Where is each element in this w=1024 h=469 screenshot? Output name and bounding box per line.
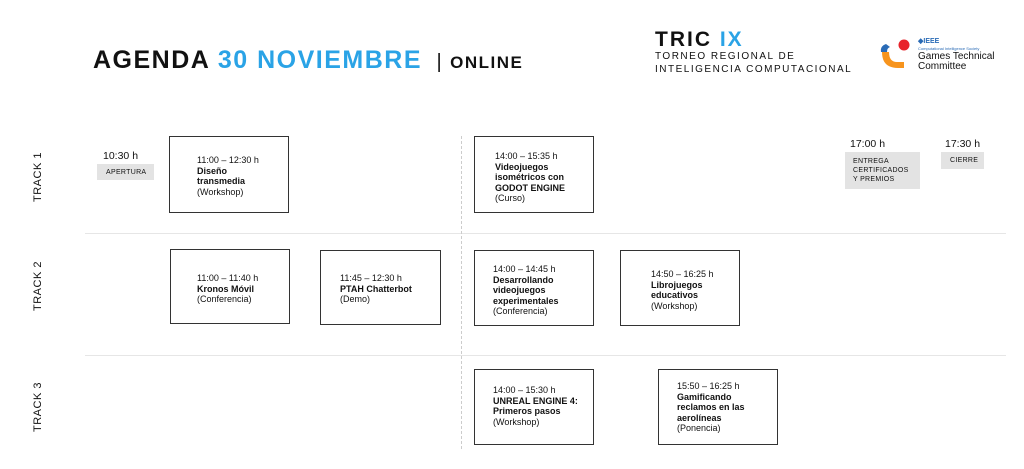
tric-subtitle-2: INTELIGENCIA COMPUTACIONAL [655,64,853,75]
session-time: 14:50 – 16:25 h [651,269,714,279]
session-card[interactable] [320,250,441,325]
session-title: Librojuegos [651,279,703,290]
session-time: 11:00 – 11:40 h [197,273,259,283]
ieee-wordmark: ◆IEEE [918,38,940,45]
tric-subtitle-1: TORNEO REGIONAL DE [655,51,796,62]
session-title: videojuegos [493,285,546,295]
tric-logo [655,30,852,76]
title-mode: ONLINE [450,53,524,72]
session-kind: (Workshop) [493,416,540,427]
session-time: 15:50 – 16:25 h [677,381,740,391]
title-main: AGENDA [93,46,210,74]
session-card[interactable] [169,136,289,213]
track-divider [85,355,1006,356]
session-kind: (Ponencia) [677,423,721,433]
session-card[interactable] [474,250,594,326]
session-title: aerolíneas [677,412,722,423]
session-title: Primeros pasos [493,406,561,416]
track-label-1: TRACK 1 [32,152,44,202]
session-card[interactable] [658,369,778,445]
session-title: Desarrollando [493,274,554,285]
tric-name: TRIC [655,28,712,51]
session-title: transmedia [197,176,246,186]
session-title: experimentales [493,295,559,306]
session-time: 11:45 – 12:30 h [340,273,402,283]
session-card[interactable] [170,249,290,324]
committee-line-1: Games Technical [918,51,995,62]
session-time: 14:00 – 14:45 h [493,264,556,274]
track-label-3: TRACK 3 [32,382,44,432]
cierre-time: 17:30 h [945,138,981,150]
entrega-time: 17:00 h [850,138,886,150]
session-title: Gamificando [677,391,732,402]
apertura-tag: APERTURA [97,164,154,180]
cis-emblem-icon [878,38,914,74]
midday-divider [461,136,462,449]
title-separator: | [436,51,442,73]
title-date: 30 NOVIEMBRE [217,46,423,74]
committee-line-2: Committee [918,61,967,72]
page-title [93,46,523,75]
cierre-tag: CIERRE [941,152,984,169]
session-title: reclamos en las [677,402,745,412]
session-title: GODOT ENGINE [495,182,566,193]
session-kind: (Conferencia) [197,294,252,304]
tric-numeral: IX [719,28,744,51]
session-title: Kronos Móvil [197,283,255,294]
apertura-time: 10:30 h [103,150,139,162]
session-title: educativos [651,290,699,300]
session-title: isométricos con [495,172,565,182]
ieee-cis-logo [878,38,995,74]
session-card[interactable] [474,136,594,213]
session-card[interactable] [620,250,740,326]
session-time: 14:00 – 15:30 h [493,385,556,395]
session-time: 11:00 – 12:30 h [197,155,259,165]
session-title: Videojuegos [495,161,549,172]
session-time: 14:00 – 15:35 h [495,151,558,161]
track-label-2: TRACK 2 [32,261,44,311]
session-kind: (Demo) [340,294,371,304]
track-divider [85,233,1006,234]
session-kind: (Workshop) [651,300,698,311]
session-title: Diseño [197,165,228,176]
session-title: PTAH Chatterbot [340,283,412,294]
session-title: UNREAL ENGINE 4: [493,395,578,406]
session-kind: (Workshop) [197,186,244,197]
cis-name: Computational Intelligence Society [918,46,980,51]
session-kind: (Curso) [495,193,526,203]
session-kind: (Conferencia) [493,306,548,316]
entrega-tag: ENTREGA CERTIFICADOS Y PREMIOS [845,152,920,189]
session-card[interactable] [474,369,594,445]
